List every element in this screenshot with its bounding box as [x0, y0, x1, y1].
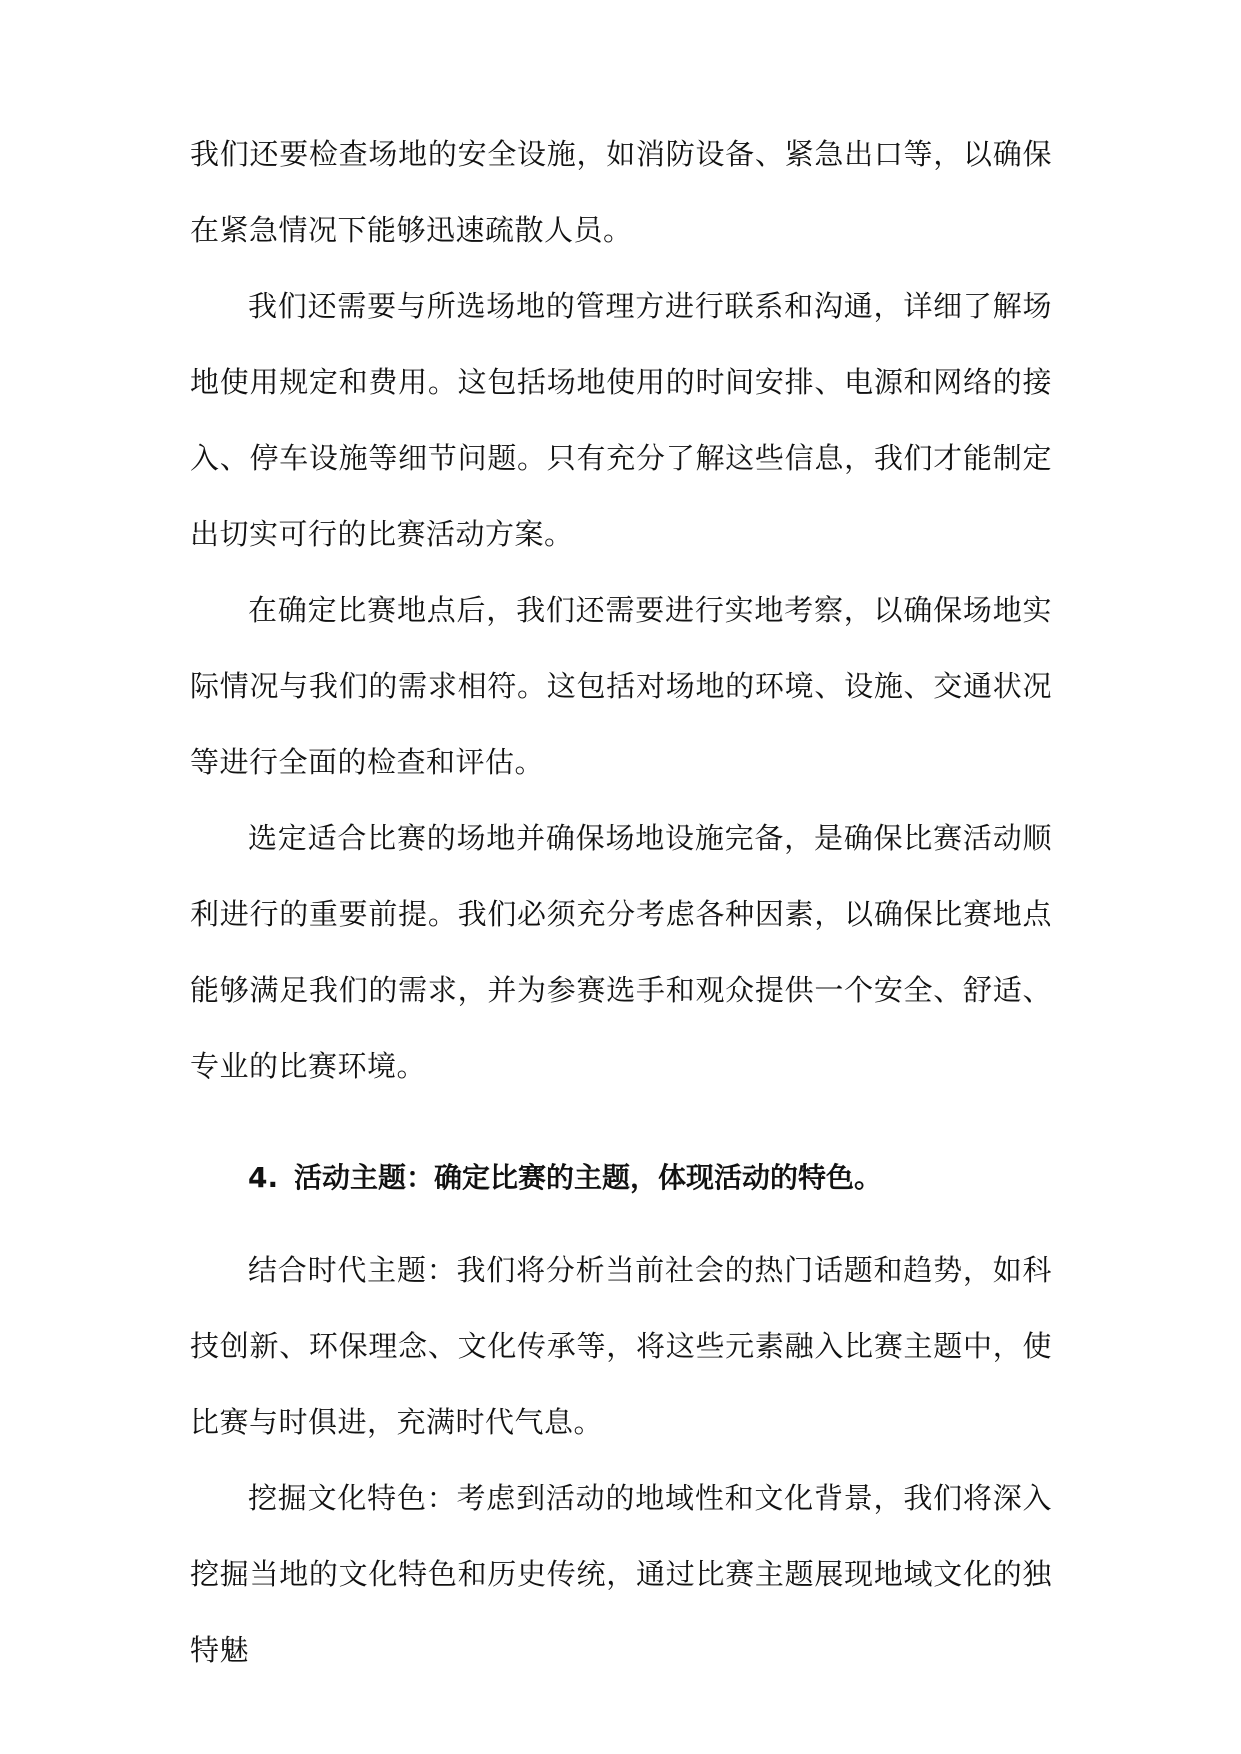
body-text-top — [190, 116, 1052, 1104]
paragraph: 我们还要检查场地的安全设施，如消防设备、紧急出口等，以确保在紧急情况下能够迅速疏散人员。 — [190, 137, 1052, 247]
paragraph: 在确定比赛地点后，我们还需要进行实地考察，以确保场地实际情况与我们的需求相符。这包括对场地的环境、设施、交通状况等进行全面的检查和评估。 — [190, 593, 1052, 779]
paragraph: 结合时代主题：我们将分析当前社会的热门话题和趋势，如科技创新、环保理念、文化传承等，将这些元素融入比赛主题中，使比赛与时俱进，充满时代气息。 — [190, 1253, 1052, 1439]
paragraph: 挖掘文化特色：考虑到活动的地域性和文化背景，我们将深入挖掘当地的文化特色和历史传统，通过比赛主题展现地域文化的独特魅 — [190, 1481, 1052, 1667]
body-text-bottom — [190, 1232, 1052, 1688]
paragraph: 我们还需要与所选场地的管理方进行联系和沟通，详细了解场地使用规定和费用。这包括场地使用的时间安排、电源和网络的接入、停车设施等细节问题。只有充分了解这些信息，我们才能制定出切实可行的比赛活动方案。 — [190, 289, 1052, 551]
section-heading — [248, 1158, 882, 1198]
paragraph: 选定适合比赛的场地并确保场地设施完备，是确保比赛活动顺利进行的重要前提。我们必须充分考虑各种因素，以确保比赛地点能够满足我们的需求，并为参赛选手和观众提供一个安全、舒适、专业的比赛环境。 — [190, 821, 1052, 1083]
section-title: 活动主题：确定比赛的主题，体现活动的特色。 — [294, 1161, 883, 1194]
section-number: 4. — [248, 1161, 279, 1194]
